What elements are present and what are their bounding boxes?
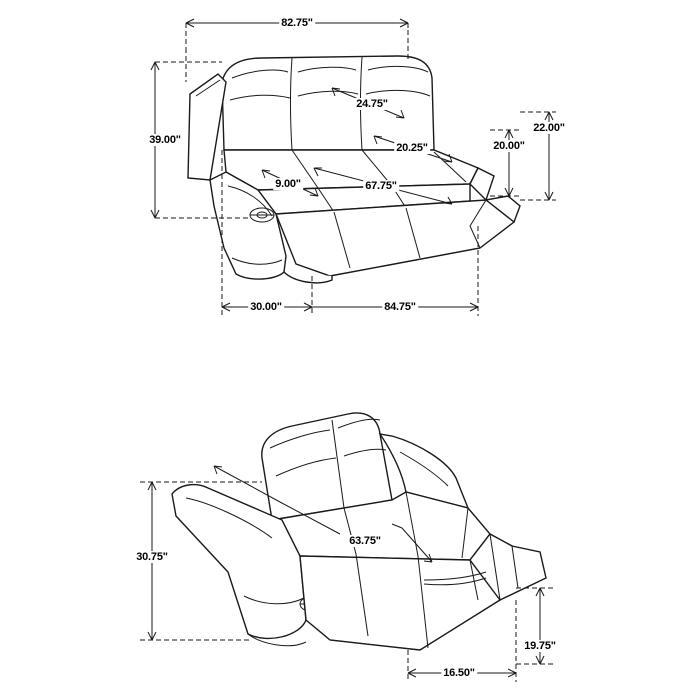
- recliner-illustration: [172, 413, 546, 650]
- dimension-label-sofa-seat-width: 67.75": [365, 180, 397, 192]
- dimension-label-sofa-arm-width: 9.00": [275, 178, 301, 190]
- dimension-label-sofa-arm-height: 22.00": [533, 122, 565, 134]
- dimension-label-recliner-back-height: 30.75": [136, 551, 168, 563]
- dimension-label-recliner-depth: 16.50": [443, 667, 475, 679]
- dimension-label-sofa-seat-back-height: 24.75": [356, 98, 388, 110]
- dimension-label-sofa-seat-height: 20.00": [493, 140, 525, 152]
- dimension-label-sofa-depth-closed: 30.00": [250, 301, 282, 313]
- dimension-label-sofa-depth-extended: 84.75": [384, 301, 416, 313]
- dimension-label-sofa-back-height: 39.00": [149, 134, 181, 146]
- dimension-label-recliner-footrest-height: 19.75": [524, 640, 556, 652]
- sofa-illustration: [188, 56, 520, 283]
- dimension-label-recliner-seat-width: 63.75": [349, 535, 381, 547]
- dimension-label-sofa-seat-depth: 20.25": [396, 142, 428, 154]
- dimension-label-sofa-overall-width: 82.75": [281, 17, 313, 29]
